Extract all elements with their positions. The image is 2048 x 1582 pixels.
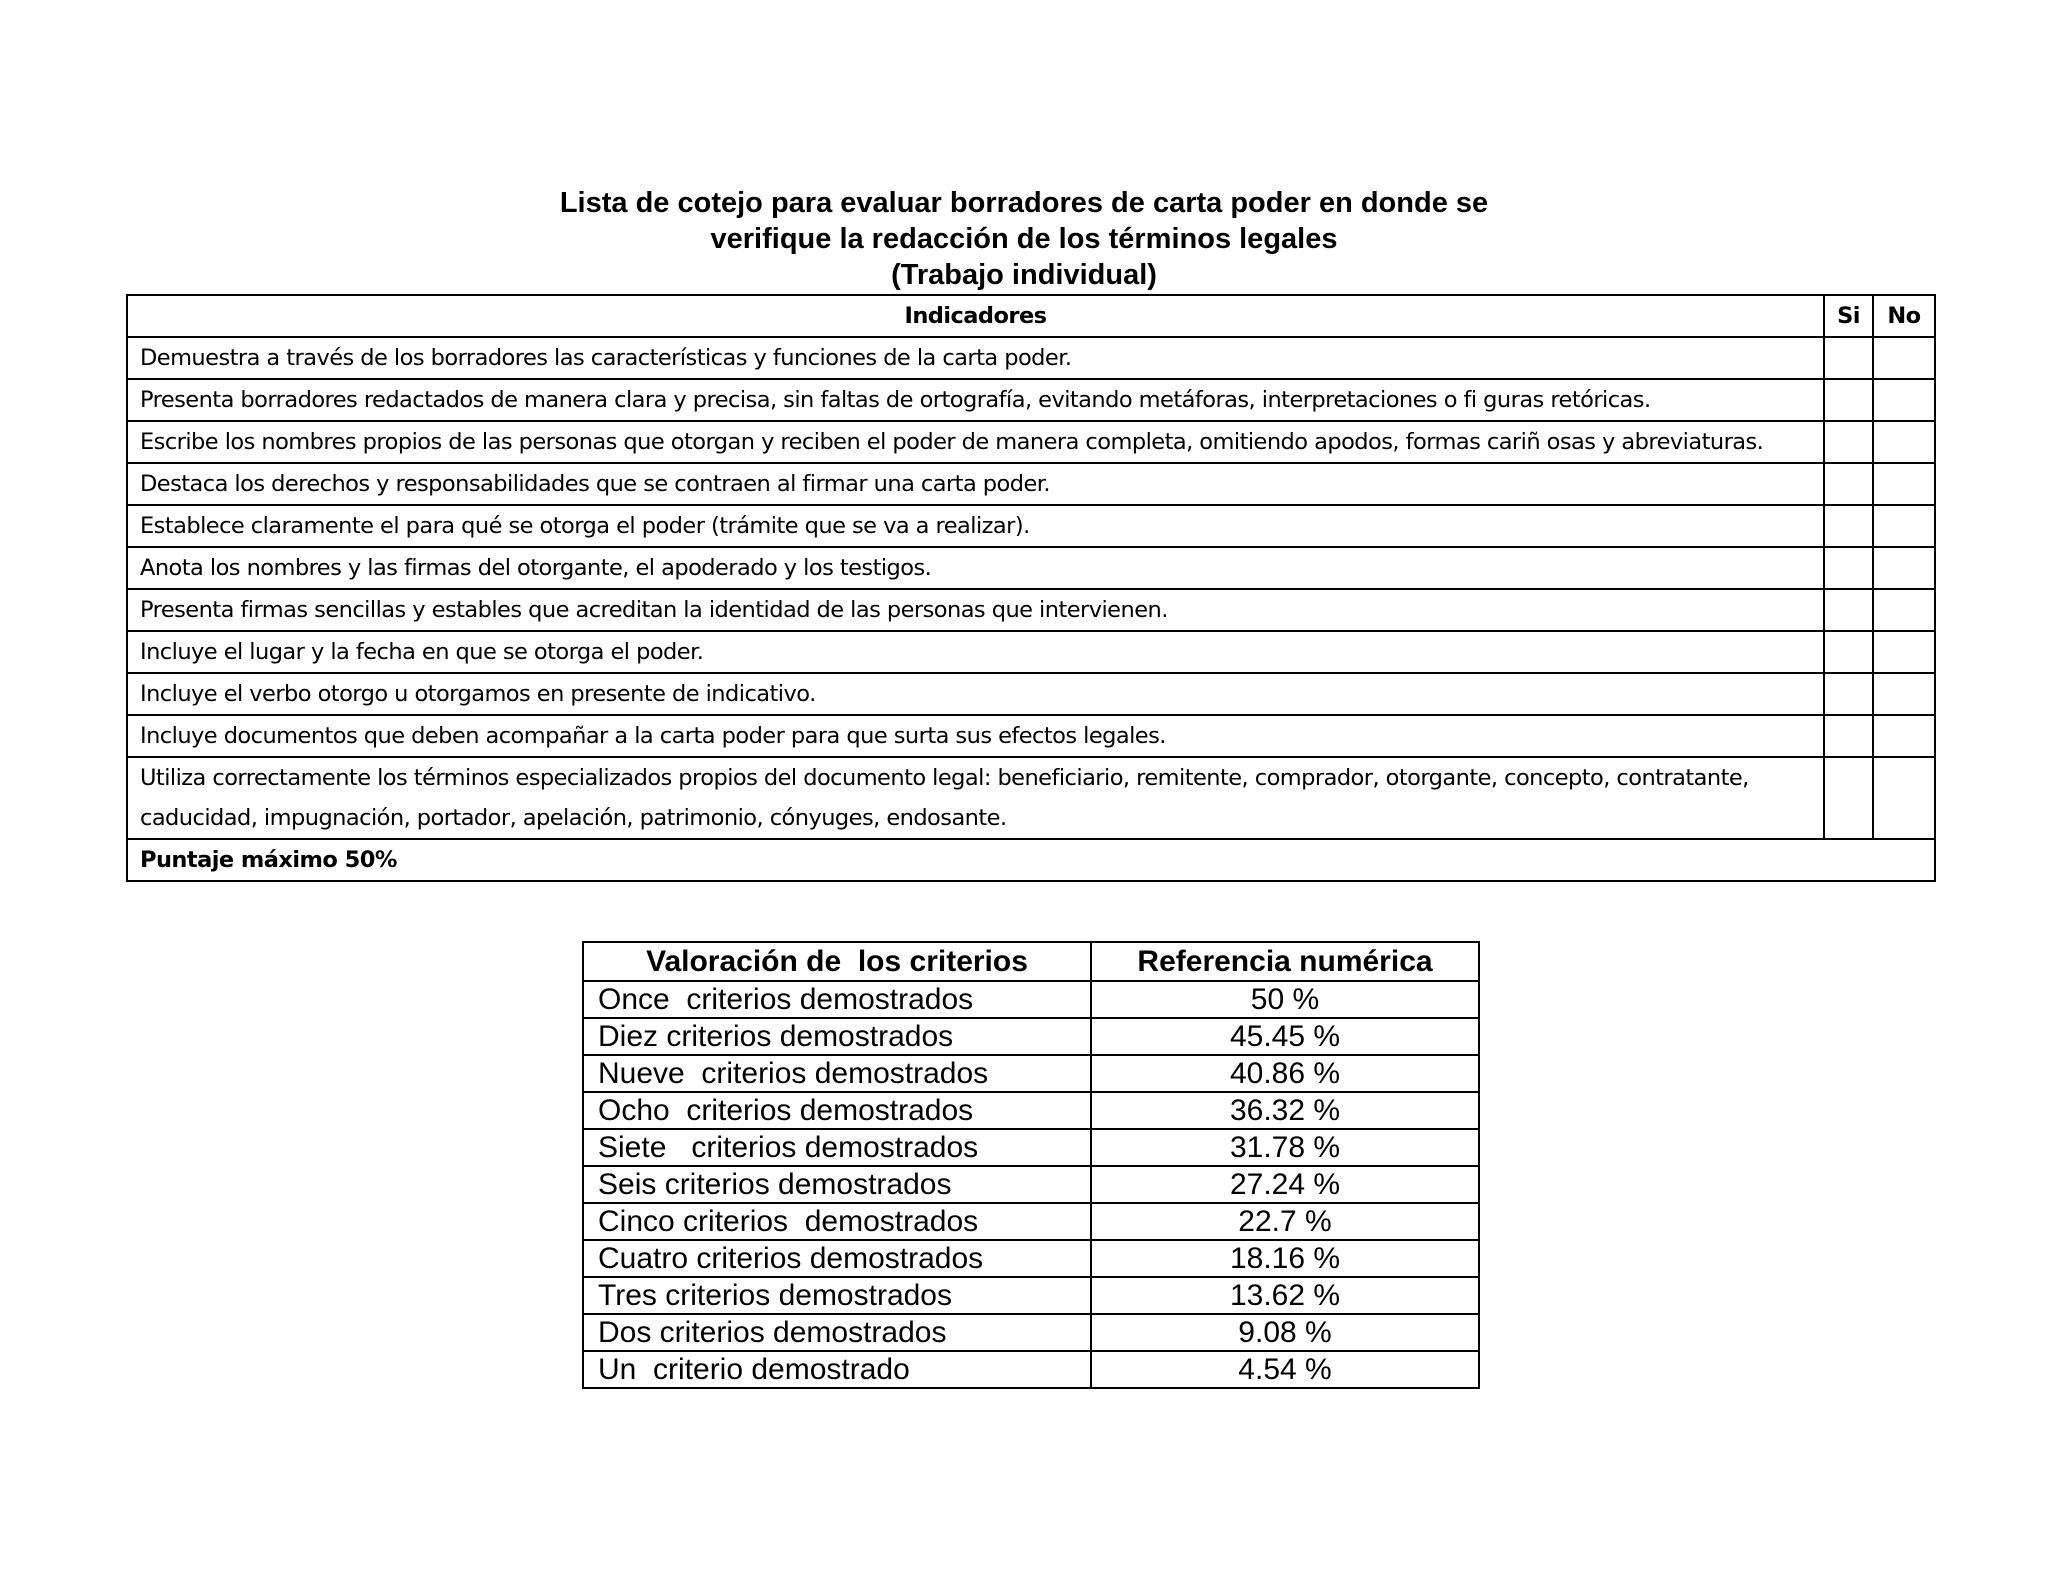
checklist-row [127, 379, 1935, 421]
reference-value: 13.62 % [1091, 1277, 1479, 1314]
scale-row [583, 1129, 1479, 1166]
yes-checkbox-cell[interactable] [1824, 505, 1873, 547]
checklist-row [127, 463, 1935, 505]
reference-value: 9.08 % [1091, 1314, 1479, 1351]
scale-header-row [583, 942, 1479, 981]
scale-row [583, 1166, 1479, 1203]
scale-row [583, 1092, 1479, 1129]
checklist-row [127, 505, 1935, 547]
no-header: No [1873, 295, 1935, 337]
reference-header: Referencia numérica [1091, 942, 1479, 981]
checklist-row [127, 337, 1935, 379]
yes-checkbox-cell[interactable] [1824, 757, 1873, 839]
indicator-text: Utiliza correctamente los términos especializados propios del documento legal: beneficiario, remitente, comprador, otorgante, concepto, contratante, caducidad, impugnación, portador, apelación, patrimonio, cónyuges, endosante. [127, 757, 1824, 839]
scale-row [583, 1314, 1479, 1351]
no-checkbox-cell[interactable] [1873, 421, 1935, 463]
yes-checkbox-cell[interactable] [1824, 547, 1873, 589]
criteria-label: Dos criterios demostrados [583, 1314, 1091, 1351]
yes-checkbox-cell[interactable] [1824, 631, 1873, 673]
no-checkbox-cell[interactable] [1873, 463, 1935, 505]
document-title [0, 185, 2048, 293]
no-checkbox-cell[interactable] [1873, 673, 1935, 715]
yes-checkbox-cell[interactable] [1824, 673, 1873, 715]
reference-value: 22.7 % [1091, 1203, 1479, 1240]
indicator-text: Incluye documentos que deben acompañar a la carta poder para que surta sus efectos legales. [127, 715, 1824, 757]
scale-row [583, 1277, 1479, 1314]
indicator-text: Incluye el verbo otorgo u otorgamos en presente de indicativo. [127, 673, 1824, 715]
reference-value: 27.24 % [1091, 1166, 1479, 1203]
no-checkbox-cell[interactable] [1873, 337, 1935, 379]
checklist-row [127, 757, 1935, 839]
checklist-row [127, 589, 1935, 631]
yes-checkbox-cell[interactable] [1824, 589, 1873, 631]
criteria-label: Seis criterios demostrados [583, 1166, 1091, 1203]
title-line-3: (Trabajo individual) [891, 259, 1157, 291]
yes-header: Si [1824, 295, 1873, 337]
checklist-row [127, 673, 1935, 715]
yes-checkbox-cell[interactable] [1824, 337, 1873, 379]
checklist-row [127, 631, 1935, 673]
indicator-text: Establece claramente el para qué se otorga el poder (trámite que se va a realizar). [127, 505, 1824, 547]
indicator-text: Destaca los derechos y responsabilidades que se contraen al firmar una carta poder. [127, 463, 1824, 505]
yes-checkbox-cell[interactable] [1824, 463, 1873, 505]
reference-value: 40.86 % [1091, 1055, 1479, 1092]
reference-value: 36.32 % [1091, 1092, 1479, 1129]
scale-row [583, 1240, 1479, 1277]
indicators-header: Indicadores [127, 295, 1824, 337]
scoring-scale-table [582, 941, 1480, 1389]
indicator-text: Incluye el lugar y la fecha en que se otorga el poder. [127, 631, 1824, 673]
yes-checkbox-cell[interactable] [1824, 379, 1873, 421]
criteria-label: Un criterio demostrado [583, 1351, 1091, 1388]
reference-value: 4.54 % [1091, 1351, 1479, 1388]
no-checkbox-cell[interactable] [1873, 715, 1935, 757]
no-checkbox-cell[interactable] [1873, 505, 1935, 547]
criteria-label: Ocho criterios demostrados [583, 1092, 1091, 1129]
criteria-header: Valoración de los criterios [583, 942, 1091, 981]
checklist-row [127, 715, 1935, 757]
title-line-2: verifique la redacción de los términos legales [710, 223, 1338, 255]
yes-checkbox-cell[interactable] [1824, 715, 1873, 757]
reference-value: 50 % [1091, 981, 1479, 1018]
indicator-text: Anota los nombres y las firmas del otorgante, el apoderado y los testigos. [127, 547, 1824, 589]
scale-row [583, 1351, 1479, 1388]
no-checkbox-cell[interactable] [1873, 631, 1935, 673]
criteria-label: Siete criterios demostrados [583, 1129, 1091, 1166]
criteria-label: Tres criterios demostrados [583, 1277, 1091, 1314]
criteria-label: Once criterios demostrados [583, 981, 1091, 1018]
indicator-text: Presenta firmas sencillas y estables que acreditan la identidad de las personas que intervienen. [127, 589, 1824, 631]
criteria-label: Nueve criterios demostrados [583, 1055, 1091, 1092]
no-checkbox-cell[interactable] [1873, 589, 1935, 631]
indicator-text: Escribe los nombres propios de las personas que otorgan y reciben el poder de manera completa, omitiendo apodos, formas cariñ osas y abreviaturas. [127, 421, 1824, 463]
checklist-table [126, 294, 1936, 882]
scale-row [583, 981, 1479, 1018]
criteria-label: Cinco criterios demostrados [583, 1203, 1091, 1240]
indicator-text: Demuestra a través de los borradores las características y funciones de la carta poder. [127, 337, 1824, 379]
checklist-header-row [127, 295, 1935, 337]
total-row [127, 839, 1935, 881]
indicator-text: Presenta borradores redactados de manera clara y precisa, sin faltas de ortografía, evitando metáforas, interpretaciones o fi guras retóricas. [127, 379, 1824, 421]
max-score-label: Puntaje máximo 50% [127, 839, 1935, 881]
scale-row [583, 1203, 1479, 1240]
reference-value: 45.45 % [1091, 1018, 1479, 1055]
checklist-row [127, 421, 1935, 463]
scale-row [583, 1018, 1479, 1055]
no-checkbox-cell[interactable] [1873, 757, 1935, 839]
no-checkbox-cell[interactable] [1873, 379, 1935, 421]
title-line-1: Lista de cotejo para evaluar borradores de carta poder en donde se [559, 187, 1489, 219]
no-checkbox-cell[interactable] [1873, 547, 1935, 589]
yes-checkbox-cell[interactable] [1824, 421, 1873, 463]
reference-value: 18.16 % [1091, 1240, 1479, 1277]
checklist-row [127, 547, 1935, 589]
criteria-label: Diez criterios demostrados [583, 1018, 1091, 1055]
reference-value: 31.78 % [1091, 1129, 1479, 1166]
criteria-label: Cuatro criterios demostrados [583, 1240, 1091, 1277]
scale-row [583, 1055, 1479, 1092]
